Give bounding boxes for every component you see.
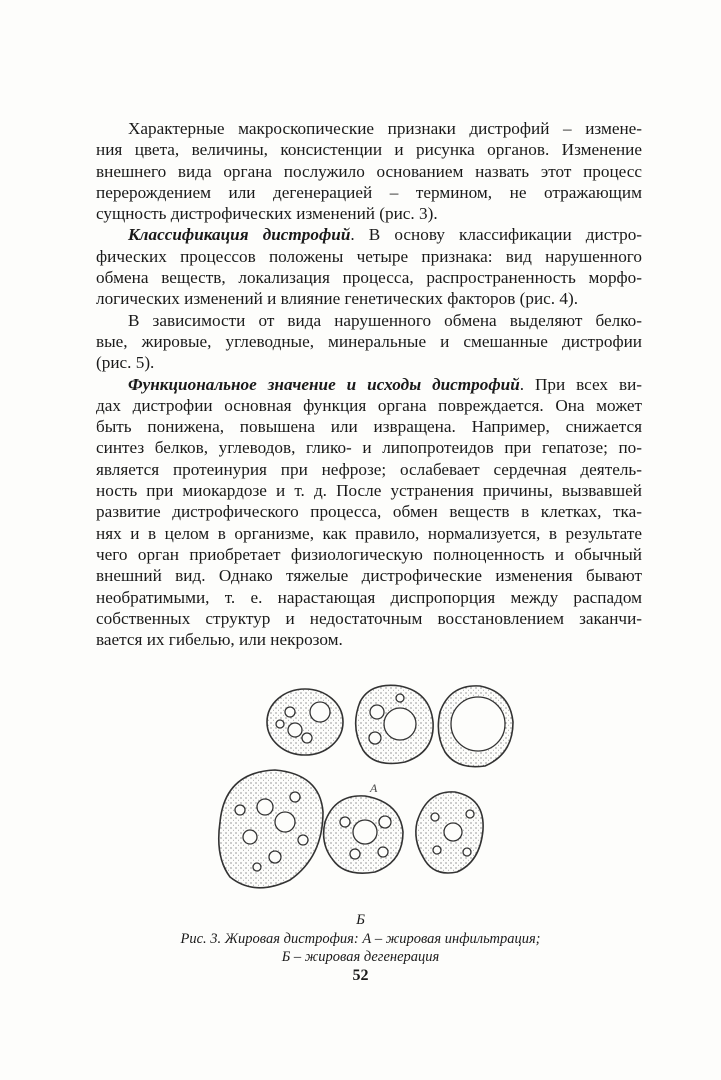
paragraph-line: является протеинурия при нефрозе; ослабевает сердечная деятель-: [96, 459, 642, 479]
figure-label-b: Б: [356, 912, 365, 928]
paragraph-line: сущность дистрофических изменений (рис. 3).: [96, 204, 438, 224]
paragraph-line-rest: . При всех ви-: [519, 374, 642, 394]
paragraph-line: собственных структур и недостаточным восстановлением заканчи-: [96, 608, 642, 628]
section-heading-functional: Функциональное значение и исходы дистрофий: [128, 374, 520, 394]
paragraph-line: вается их гибелью, или некрозом.: [96, 630, 343, 650]
paragraph-3: [96, 310, 642, 374]
paragraph-line: ния цвета, величины, консистенции и рисунка органов. Изменение: [96, 140, 642, 160]
paragraph-line: внешнего вида органа послужило основанием назвать этот процесс: [96, 161, 642, 181]
paragraph-line: вые, жировые, углеводные, минеральные и смешанные дистрофии: [96, 331, 642, 351]
paragraph-line: логических изменений и влияние генетических факторов (рис. 4).: [96, 289, 579, 309]
caption-line: Б – жировая дегенерация: [281, 949, 440, 965]
paragraph-line: ность при миокардозе и т. д. После устранения причины, вызвавшей: [96, 481, 642, 501]
paragraph-line: быть понижена, повышена или извращена. Например, снижается: [96, 417, 642, 437]
paragraph-line: нях и в целом в организме, как правило, нормализуется, в результате: [96, 523, 642, 543]
paragraph-line: внешний вид. Однако тяжелые дистрофические изменения бывают: [96, 566, 642, 586]
cell-b1: [219, 770, 323, 888]
paragraph-line-rest: . В основу классификации дистро-: [350, 225, 643, 245]
paragraph-line: перерождением или дегенерацией – термином, не отражающим: [96, 182, 642, 202]
paragraph-line: фических процессов положены четыре признака: вид нарушенного: [96, 246, 642, 266]
paragraph-2: [96, 224, 642, 309]
paragraph-line: [96, 374, 642, 395]
page-body-text: [96, 118, 642, 650]
paragraph-1: [96, 118, 642, 224]
page-number: 52: [352, 967, 369, 984]
paragraph-line: дах дистрофии основная функция органа повреждается. Она может: [96, 395, 642, 415]
figure-caption: [0, 930, 721, 966]
caption-line: Рис. 3. Жировая дистрофия: А – жировая инфильтрация;: [180, 931, 541, 947]
paragraph-line: необратимыми, т. е. нарастающая диспропорция между распадом: [96, 587, 642, 607]
paragraph-line: Характерные макроскопические признаки дистрофий – измене-: [128, 119, 642, 138]
paragraph-line: развитие дистрофического процесса, обмен веществ в клетках, тка-: [96, 502, 642, 522]
paragraph-line: синтез белков, углеводов, глико- и липопротеидов при гепатозе; по-: [96, 438, 642, 458]
section-heading-classification: Классификация дистрофий: [128, 225, 351, 245]
cell-illustration: [195, 672, 525, 908]
paragraph-line: [96, 224, 642, 245]
paragraph-line: чего орган приобретает физиологическую полноценность и обычный: [96, 544, 642, 564]
paragraph-line: обмена веществ, локализация процесса, распространенность морфо-: [96, 268, 642, 288]
paragraph-line: (рис. 5).: [96, 353, 155, 373]
figure-fatty-dystrophy: [195, 672, 525, 908]
figure-label-a: А: [370, 781, 378, 795]
paragraph-4: [96, 374, 642, 651]
paragraph-line: В зависимости от вида нарушенного обмена выделяют белко-: [128, 310, 642, 330]
